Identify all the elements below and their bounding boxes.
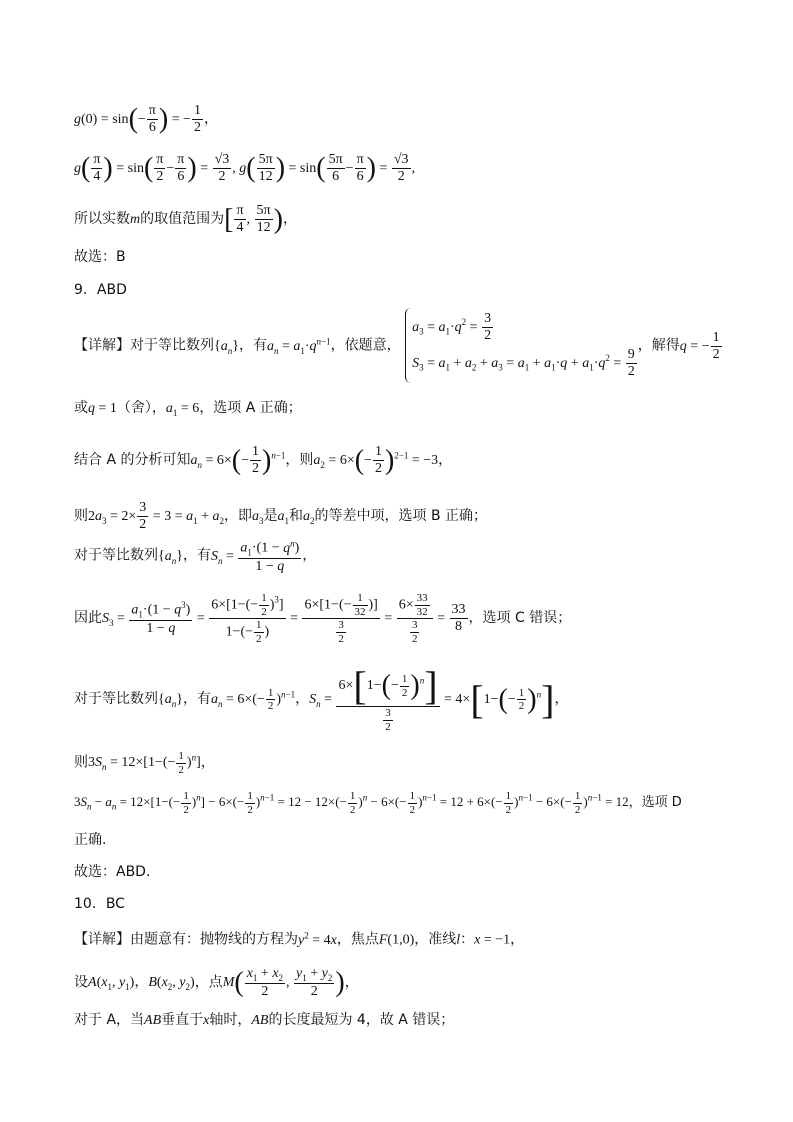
range-line: 所以实数m的取值范围为[ $\frac{\pi}{4}$ , $\frac{5\pi}{12}$ )， xyxy=(74,203,297,236)
q9-line-q1: 或q = 1（舍），$a_1 = 6$，选项 A 正确； xyxy=(74,400,302,418)
answer-8: 故选：B xyxy=(74,249,126,265)
formula-g0: g(0) = sin(− $\frac{\pi}{6}$ ) = − $\frac{1}{2}$ ， xyxy=(74,103,218,136)
q9-line-an: 结合 A 的分析可知$a_n = 6\times(-$ $\frac{1}{2}$ )$^{n-1}$，则$a_2 = 6\times(-$ $\frac{1}{2}$ )$^{2-1}$ = −3， xyxy=(74,444,453,477)
q9-line-a3: 则$2a_3 = 2\times$ $\frac{3}{2}$ = $3 = a_1 + a_2$，即$a_3$是$a_1$和$a_2$的等差中项，选项 B 正确； xyxy=(74,500,488,533)
formula-g-values: g( $\frac{\pi}{4}$ ) = sin( $\frac{\pi}{2}$ − $\frac{\pi}{6}$ ) = $\frac{√3}{2}$ , g( $\frac{5\pi}{12}$ ) = sin( $\frac{5\pi}{6}$ − $\frac{\pi}{6}$ ) = $\frac{√3}{2}$ , xyxy=(74,152,416,185)
q9-line-final: $3S_n - a_n = 12\times[1-(-$ $\frac{1}{2}$ )$^n$] − 6×(− $\frac{1}{2}$ )$^{n-1}$ = 12 − 12×(− $\frac{1}{2}$ )$^n$ − 6×(− $\frac{1}{2}$ )$^{n-1}$ = 12 + 6×(− $\frac{1}{2}$ )$^{n-1}$ − 6×(− $\frac{1}{2}$ )$^{n-1}$ = 12，选项 D xyxy=(74,790,682,816)
q10-points-line: 设$A(x_1$, $y_1$)，$B(x_2$, $y_2$)，点M( $\frac{x_1 + x_2}{2}$ , $\frac{y_1 + y_2}{2}$ )， xyxy=(74,966,359,1000)
q9-line-3sn: 则$3S_n = 12\times[1-(-$ $\frac{1}{2}$ )$^n$]， xyxy=(74,750,215,776)
q9-detail-line: 【详解】对于等比数列$\{a_n\}$，有$a_n = a_1\cdot q^{n-1}$，依题意， $a_3 = a_1\cdot q^2$ = $\frac{3}{2}$ $S_3 = a_1 + a_2 + a_3 = a_1 + a_1\cdot q + a_1\cdot q^2$ = $\frac{9}{2}$ ，解得q = − $\frac{1}{2}$ xyxy=(74,308,723,383)
q10-option-a: 对于 A，当AB垂直于x轴时，AB的长度最短为 4，故 A 错误； xyxy=(74,1012,455,1028)
equation-system: $a_3 = a_1\cdot q^2$ = $\frac{3}{2}$ $S_3 = a_1 + a_2 + a_3 = a_1 + a_1\cdot q + a_1\cdot q^2$ = $\frac{9}{2}$ xyxy=(405,308,638,383)
answer-9: 故选：ABD. xyxy=(74,864,151,880)
q9-line-d: 对于等比数列$\{a_n\}$，有$a_n = 6\times(-$ $\frac{1}{2}$ )$^{n-1}$，$S_n$ = 6×[1−(− $\frac{1}{2}$ )$^n$] $\frac{3}{2}$ = 4×[1−(− $\frac{1}{2}$ )$^n$]， xyxy=(74,663,569,733)
question-9-header: 9．ABD xyxy=(74,282,127,298)
q9-line-s3: 因此$S_3$ = $\frac{a_1\cdot(1 - q^3)}{1 - q}$ = 6×[1−(− $\frac{1}{2}$ )$^3$] 1−(− $\frac{1}{2}$ ) = 6×[1−(− $\frac{1}{32}$ )] $\frac{3}{2}$ = 6× $\frac{33}{32}$ $\frac{3}{2}$ = $\frac{33}{8}$ ，选项 C 错误； xyxy=(74,592,572,645)
question-10-header: 10．BC xyxy=(74,896,125,912)
q9-line-sn: 对于等比数列$\{a_n\}$，有$S_n$ = $\frac{a_1\cdot(1 - q^n)}{1 - q}$ ， xyxy=(74,538,317,574)
q10-detail-line: 【详解】由题意有：抛物线的方程为$y^2 = 4x$，焦点F(1,0)，准线l：x = −1， xyxy=(74,930,525,948)
q9-line-correct: 正确. xyxy=(74,832,107,848)
